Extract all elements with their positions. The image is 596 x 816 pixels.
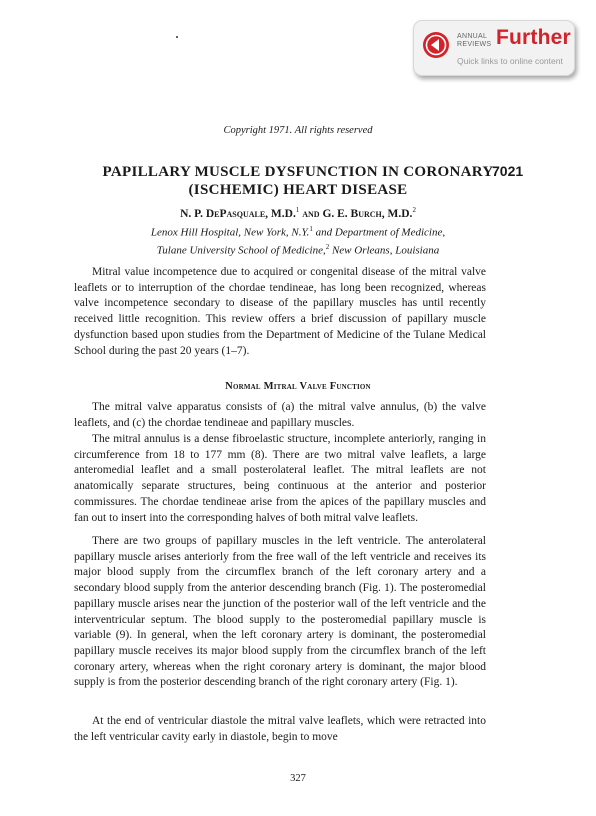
- article-title: PAPILLARY MUSCLE DYSFUNCTION IN CORONARY (ISCHEMIC) HEART DISEASE: [102, 164, 494, 198]
- paragraph-3: There are two groups of papillary muscles in the left ventricle. The anterolateral papillary muscle arises anteriorly from the free wall of the left ventricle and receives its major blood supply from the circumflex branch of the left coronary artery and a secondary blood supply from the anterior descending branch (Fig. 1). The posteromedial papillary muscle arises near the junction of the posterior wall of the left ventricle and the interventricular septum. The blood supply to the posteromedial papillary muscle is variable (9). In general, when the left coronary artery is dominant, the posteromedial papillary muscle receives its major blood supply from the circumflex branch of the left coronary artery, whereas when the right coronary artery is dominant, the major blood supply is from the posterior descending branch of the right coronary artery (Fig. 1).: [74, 535, 486, 689]
- affiliation-line-1: Lenox Hill Hospital, New York, N.Y.$^1$ and Department of Medicine,: [150, 225, 446, 239]
- badge-tagline: Quick links to online content: [457, 56, 563, 66]
- copyright-line: Copyright 1971. All rights reserved: [223, 125, 373, 136]
- author-conjunction: and: [302, 207, 320, 220]
- paragraph-4: At the end of ventricular diastole the mitral valve leaflets, which were retracted into the left ventricular cavity early in diastole, begin to move: [74, 715, 486, 743]
- author-2: G. E. Burch, M.D.: [322, 207, 413, 220]
- annual-reviews-further-badge[interactable]: [413, 20, 575, 76]
- publisher-label: ANNUAL REVIEWS: [457, 33, 492, 48]
- paragraph-1: The mitral valve apparatus consists of (a) the mitral valve annulus, (b) the valve leaflets, and (c) the chordae tendineae and papillary muscles.: [74, 401, 486, 429]
- affiliation-line-2: Tulane University School of Medicine,$^2$ New Orleans, Louisiana: [156, 242, 440, 257]
- paragraph-2: The mitral annulus is a dense fibroelastic structure, incomplete anteriorly, ranging in circumference from 18 to 177 mm (8). There are two mitral valve leaflets, a large anteromedial leaflet and a small posterolateral leaflet. The mitral leaflets are not anatomically separate structures, being continuous at the anterior and posterior commissures. The chordae tendineae arise from the apices of the papillary muscles and fan out to insert into the corresponding halves of both mitral valve leaflets.: [74, 433, 486, 524]
- intro-paragraph: Mitral value incompetence due to acquired or congenital disease of the mitral valve leaflets or to interruption of the chordae tendineae, has long been recognized, whereas valve incompetence secondary to disease of the papillary muscles has until recently received little recognition. This review offers a brief discussion of papillary muscle dysfunction based upon studies from the Department of Medicine of the Tulane Medical School during the past 20 years (1–7).: [74, 266, 486, 357]
- author-line: [0, 206, 596, 220]
- section-heading: Normal Mitral Valve Function: [225, 381, 371, 392]
- author-1-footnote-mark: 1: [295, 206, 300, 214]
- back-arrow-icon: [422, 31, 450, 59]
- author-2-footnote-mark: 2: [412, 206, 416, 214]
- article-code: 7021: [492, 163, 524, 179]
- page-number: 327: [290, 773, 306, 784]
- speck: [176, 36, 178, 38]
- author-1: N. P. DePasquale, M.D.: [180, 207, 296, 220]
- affiliations: [0, 222, 596, 257]
- further-brand: Further: [496, 26, 571, 49]
